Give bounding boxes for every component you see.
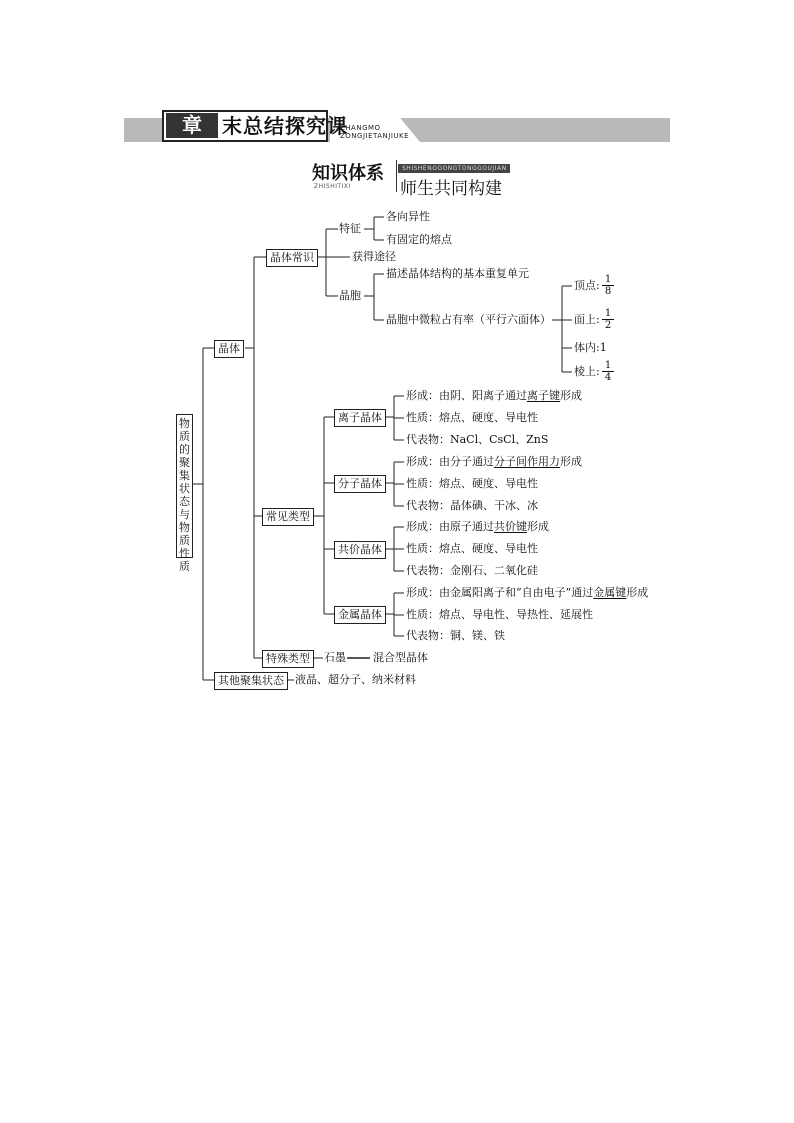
text: 形成：由阴、阳离子通过: [406, 389, 527, 402]
node-covalent: 共价晶体: [334, 541, 386, 559]
metallic-property: 性质：熔点、导电性、导热性、延展性: [406, 608, 593, 621]
text: 形成: [626, 586, 649, 599]
node-feature: 特征: [339, 222, 361, 235]
node-ionic: 离子晶体: [334, 409, 386, 427]
node-other-states: 其他聚集状态: [214, 672, 288, 690]
anisotropy: 各向异性: [386, 210, 430, 223]
cell-share: 晶胞中微粒占有率（平行六面体）: [386, 313, 551, 326]
root-char: 与: [179, 508, 190, 521]
inside-label: 体内:1: [574, 341, 607, 354]
face-num: 1: [602, 308, 614, 320]
underlined-term: 金属键: [593, 586, 627, 599]
node-metallic: 金属晶体: [334, 606, 386, 624]
node-crystal: 晶体: [214, 340, 244, 358]
underlined-term: 离子键: [527, 389, 560, 402]
node-crystal-common: 晶体常识: [266, 249, 318, 267]
node-cell: 晶胞: [339, 289, 361, 302]
text: 形成: [560, 389, 582, 402]
root-char: 的: [179, 443, 190, 456]
vertex-num: 1: [602, 274, 614, 286]
molecular-property: 性质：熔点、硬度、导电性: [406, 477, 538, 490]
covalent-property: 性质：熔点、硬度、导电性: [406, 542, 538, 555]
text: 形成: [560, 455, 582, 468]
text: 形成：由分子通过: [406, 455, 494, 468]
edge-den: 4: [604, 372, 612, 383]
face-fraction: [602, 308, 614, 331]
subtitle-pinyin: ZHISHITIXI: [314, 183, 351, 190]
underlined-term: 分子间作用力: [494, 455, 560, 468]
graphite: 石墨: [324, 651, 346, 664]
ionic-formation: [406, 389, 582, 403]
text: 形成：由金属阳离子和“自由电子”通过: [406, 586, 594, 599]
banner-pinyin-1: ZHANGMO: [340, 124, 381, 132]
node-common-types: 常见类型: [262, 508, 314, 526]
edge-fraction: [602, 360, 614, 383]
fixed-melting-point: 有固定的熔点: [386, 233, 452, 246]
cell-desc: 描述晶体结构的基本重复单元: [386, 267, 529, 280]
root-char: 性: [179, 547, 190, 560]
banner-title-zhang: 章: [166, 113, 218, 138]
root-char: 质: [179, 534, 190, 547]
metallic-representative: 代表物：铜、镁、铁: [406, 629, 505, 642]
molecular-representative: 代表物：晶体碘、干冰、冰: [406, 499, 538, 512]
face-label: 面上:: [574, 313, 600, 326]
underlined-term: 共价键: [494, 520, 527, 533]
text: 形成：由原子通过: [406, 520, 494, 533]
vertex-label: 顶点:: [574, 279, 600, 292]
root-char: 聚: [179, 456, 190, 469]
vertex-den: 8: [604, 286, 612, 297]
vertex-fraction: [602, 274, 614, 297]
root-char: 集: [179, 469, 190, 482]
root-char: 质: [179, 430, 190, 443]
subtitle-right: 师生共同构建: [400, 179, 502, 199]
other-list: 液晶、超分子、纳米材料: [295, 673, 416, 686]
root-char: 状: [179, 482, 190, 495]
subtitle-left: 知识体系: [312, 163, 384, 184]
metallic-formation: [406, 586, 648, 600]
ionic-representative: 代表物：NaCl、CsCl、ZnS: [406, 433, 549, 446]
covalent-representative: 代表物：金刚石、二氧化硅: [406, 564, 538, 577]
node-special-types: 特殊类型: [262, 650, 314, 668]
obtain-method: 获得途径: [352, 250, 396, 263]
node-molecular: 分子晶体: [334, 475, 386, 493]
root-char: 质: [179, 560, 190, 573]
root-char: 态: [179, 495, 190, 508]
text: 形成: [527, 520, 549, 533]
molecular-formation: [406, 455, 582, 469]
edge-label: 棱上:: [574, 365, 600, 378]
face-den: 2: [604, 320, 612, 331]
root-char: 物: [179, 417, 190, 430]
mixed-crystal: 混合型晶体: [373, 651, 428, 664]
ionic-property: 性质：熔点、硬度、导电性: [406, 411, 538, 424]
root-node: [176, 414, 193, 573]
edge-num: 1: [602, 360, 614, 372]
banner-title: 末总结探究课: [222, 114, 348, 138]
covalent-formation: [406, 520, 549, 534]
banner-pinyin-2: ZONGJIETANJIUKE: [340, 132, 410, 140]
root-char: 物: [179, 521, 190, 534]
subtitle-bar-text: SHISHENGGONGTONGGOUJIAN: [402, 165, 507, 172]
